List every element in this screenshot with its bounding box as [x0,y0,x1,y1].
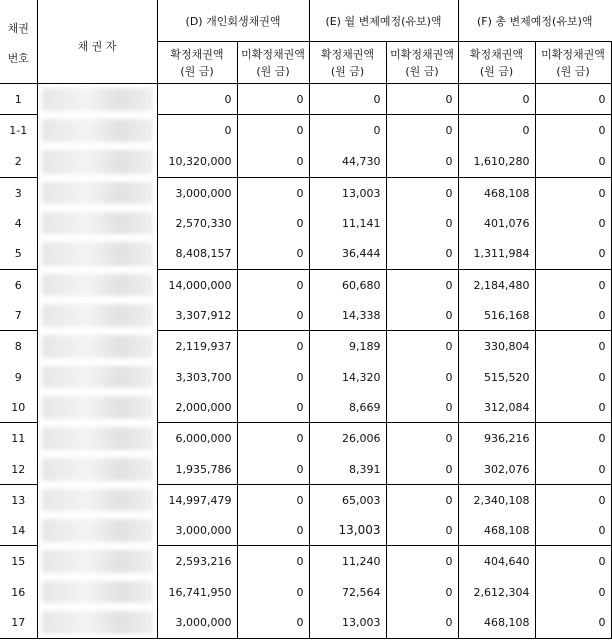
row-number: 14 [11,523,26,537]
e-unconfirmed-amount: 0 [386,515,458,546]
group-e-header: (E) 월 변제예정(유보)액 [309,0,458,42]
table-row [0,577,611,607]
e-unconfirmed-amount: 0 [386,208,458,238]
e-unconfirmed-amount: 0 [386,300,458,331]
e-confirmed-amount: 0 [309,84,386,115]
creditor-header: 채 권 자 [37,0,157,84]
d-unconfirmed-amount: 0 [237,115,309,147]
d-confirmed-amount: 16,741,950 [157,577,237,607]
d-unconfirmed-amount: 0 [237,454,309,485]
row-number: 7 [14,308,22,322]
redacted-name [42,581,153,603]
f-confirmed-amount: 468,108 [458,607,535,639]
f-unconfirmed-amount: 0 [535,270,611,301]
d-unconfirmed-amount: 0 [237,485,309,516]
e-unconfirmed-amount: 0 [386,331,458,363]
e-confirmed-amount: 8,391 [309,454,386,485]
redacted-name [42,242,153,266]
row-number: 3 [0,178,37,209]
row-number: 1 [14,92,22,106]
d-unconfirmed-amount: 0 [237,577,309,607]
f-unconfirmed-amount: 0 [535,454,611,485]
e-unconfirmed-amount: 0 [386,423,458,455]
f-confirmed-amount: 401,076 [458,208,535,238]
row-number: 5 [14,247,22,260]
table-row [0,362,611,392]
redacted-name [42,304,153,327]
e-confirmed-amount: 13,003 [309,515,386,546]
d-confirmed-amount: 1,935,786 [157,454,237,485]
d-confirmed-header: 확정채권액 (원 금) [157,42,237,84]
table-row [0,331,611,363]
table-row [0,454,611,485]
d-confirmed-amount: 10,320,000 [157,146,237,178]
row-number: 15 [0,546,37,578]
f-confirmed-amount: 468,108 [458,178,535,209]
e-unconfirmed-amount: 0 [386,485,458,516]
creditor-name [37,208,157,238]
d-confirmed-amount: 2,000,000 [157,392,237,423]
e-confirmed-amount: 11,240 [309,546,386,578]
f-unconfirmed-amount: 0 [535,546,611,578]
redacted-name [42,212,153,234]
row-number: 1-1 [0,115,37,147]
table-row [0,208,611,238]
redacted-name [42,274,153,297]
creditor-name [37,577,157,607]
f-confirmed-amount: 468,108 [458,515,535,546]
d-confirmed-amount: 3,000,000 [157,515,237,546]
d-unconfirmed-amount: 0 [237,238,309,270]
d-confirmed-amount: 3,000,000 [157,178,237,209]
creditor-name [37,178,157,209]
d-confirmed-amount: 2,593,216 [157,546,237,578]
e-unconfirmed-amount: 0 [386,607,458,639]
e-confirmed-amount: 14,320 [309,362,386,392]
f-unconfirmed-amount: 0 [535,84,611,115]
e-confirmed-amount: 60,680 [309,270,386,301]
f-confirmed-amount: 2,184,480 [458,270,535,301]
table-row [0,146,611,178]
d-confirmed-amount: 6,000,000 [157,423,237,455]
f-unconfirmed-amount: 0 [535,208,611,238]
d-confirmed-amount: 8,408,157 [157,238,237,270]
f-confirmed-amount: 516,168 [458,300,535,331]
redacted-name [42,88,153,111]
f-unconfirmed-amount: 0 [535,577,611,607]
e-confirmed-amount: 72,564 [309,577,386,607]
group-f-header: (F) 총 변제예정(유보)액 [458,0,611,42]
d-unconfirmed-amount: 0 [237,208,309,238]
creditor-name [37,546,157,578]
redacted-name [42,335,153,359]
table-row [0,515,611,546]
e-unconfirmed-amount: 0 [386,362,458,392]
table-row [0,115,611,147]
d-confirmed-amount: 0 [157,84,237,115]
e-confirmed-amount: 36,444 [309,238,386,270]
d-unconfirmed-amount: 0 [237,178,309,209]
e-confirmed-amount: 65,003 [309,485,386,516]
e-unconfirmed-amount: 0 [386,577,458,607]
table-row [0,238,611,270]
e-unconfirmed-amount: 0 [386,115,458,147]
redacted-name [42,489,153,512]
table-row [0,300,611,331]
creditor-name [37,270,157,301]
d-confirmed-amount: 14,000,000 [157,270,237,301]
table-row [0,485,611,516]
row-number: 10 [11,400,26,414]
d-confirmed-amount: 14,997,479 [157,485,237,516]
f-unconfirmed-amount: 0 [535,515,611,546]
f-confirmed-amount: 515,520 [458,362,535,392]
f-unconfirmed-amount: 0 [535,238,611,270]
d-unconfirmed-amount: 0 [237,300,309,331]
redacted-name [42,550,153,574]
creditor-name [37,607,157,639]
e-unconfirmed-amount: 0 [386,392,458,423]
table-row [0,178,611,209]
row-number: 12 [11,462,26,476]
d-unconfirmed-amount: 0 [237,546,309,578]
group-d-header: (D) 개인회생채권액 [157,0,309,42]
row-number: 2 [14,155,22,168]
d-unconfirmed-amount: 0 [237,146,309,178]
e-unconfirmed-amount: 0 [386,546,458,578]
creditor-name [37,454,157,485]
f-unconfirmed-amount: 0 [535,300,611,331]
f-confirmed-amount: 404,640 [458,546,535,578]
f-unconfirmed-amount: 0 [535,423,611,455]
f-unconfirmed-amount: 0 [535,115,611,147]
f-unconfirmed-amount: 0 [535,146,611,178]
d-confirmed-amount: 3,000,000 [157,607,237,639]
d-unconfirmed-amount: 0 [237,423,309,455]
f-unconfirmed-amount: 0 [535,331,611,363]
f-confirmed-amount: 330,804 [458,331,535,363]
creditor-name [37,300,157,331]
creditor-name [37,146,157,178]
creditor-name [37,485,157,516]
f-confirmed-amount: 936,216 [458,423,535,455]
redacted-name [42,119,153,143]
e-unconfirmed-header: 미확정채권액 (원 금) [386,42,458,84]
e-confirmed-amount: 13,003 [309,178,386,209]
d-confirmed-amount: 3,303,700 [157,362,237,392]
creditor-name [37,331,157,363]
f-confirmed-amount: 0 [458,84,535,115]
d-unconfirmed-amount: 0 [237,84,309,115]
e-unconfirmed-amount: 0 [386,270,458,301]
d-unconfirmed-amount: 0 [237,331,309,363]
d-confirmed-amount: 3,307,912 [157,300,237,331]
d-unconfirmed-header: 미확정채권액 (원 금) [237,42,309,84]
e-confirmed-amount: 26,006 [309,423,386,455]
d-unconfirmed-amount: 0 [237,515,309,546]
e-unconfirmed-amount: 0 [386,84,458,115]
f-confirmed-amount: 2,340,108 [458,485,535,516]
e-unconfirmed-amount: 0 [386,146,458,178]
e-confirmed-amount: 14,338 [309,300,386,331]
f-confirmed-header: 확정채권액 (원 금) [458,42,535,84]
redacted-name [42,611,153,634]
d-unconfirmed-amount: 0 [237,607,309,639]
row-number: 6 [0,270,37,301]
d-unconfirmed-amount: 0 [237,362,309,392]
e-unconfirmed-amount: 0 [386,238,458,270]
e-confirmed-amount: 11,141 [309,208,386,238]
redacted-name [42,519,153,542]
row-number: 17 [0,607,37,639]
table-row [0,546,611,578]
f-unconfirmed-header: 미확정채권액 (원 금) [535,42,611,84]
creditor-name [37,392,157,423]
e-unconfirmed-amount: 0 [386,454,458,485]
f-confirmed-amount: 302,076 [458,454,535,485]
f-unconfirmed-amount: 0 [535,485,611,516]
redacted-name [42,458,153,481]
creditor-name [37,362,157,392]
row-number: 13 [0,485,37,516]
redacted-name [42,150,153,174]
f-confirmed-amount: 1,311,984 [458,238,535,270]
creditor-name [37,238,157,270]
table-row [0,423,611,455]
creditor-name [37,515,157,546]
f-unconfirmed-amount: 0 [535,607,611,639]
row-number: 16 [11,585,26,599]
f-unconfirmed-amount: 0 [535,362,611,392]
table-row [0,392,611,423]
row-number: 4 [14,216,22,230]
e-confirmed-amount: 0 [309,115,386,147]
d-confirmed-amount: 0 [157,115,237,147]
table-row [0,270,611,301]
row-number-header: 채권 번호 [0,0,37,84]
d-confirmed-amount: 2,570,330 [157,208,237,238]
d-confirmed-amount: 2,119,937 [157,331,237,363]
f-unconfirmed-amount: 0 [535,178,611,209]
e-confirmed-amount: 44,730 [309,146,386,178]
creditor-name [37,84,157,115]
row-number: 11 [0,423,37,455]
row-number: 9 [14,370,22,384]
e-confirmed-header: 확정채권액 (원 금) [309,42,386,84]
e-confirmed-amount: 13,003 [309,607,386,639]
redacted-name [42,396,153,419]
f-confirmed-amount: 1,610,280 [458,146,535,178]
e-confirmed-amount: 9,189 [309,331,386,363]
f-unconfirmed-amount: 0 [535,392,611,423]
table-row [0,84,611,115]
f-confirmed-amount: 2,612,304 [458,577,535,607]
row-number: 8 [0,331,37,363]
d-unconfirmed-amount: 0 [237,270,309,301]
table-row [0,607,611,639]
f-confirmed-amount: 312,084 [458,392,535,423]
redacted-name [42,182,153,205]
e-confirmed-amount: 8,669 [309,392,386,423]
creditor-name [37,423,157,455]
e-unconfirmed-amount: 0 [386,178,458,209]
redacted-name [42,366,153,388]
redacted-name [42,427,153,451]
creditor-name [37,115,157,147]
d-unconfirmed-amount: 0 [237,392,309,423]
f-confirmed-amount: 0 [458,115,535,147]
